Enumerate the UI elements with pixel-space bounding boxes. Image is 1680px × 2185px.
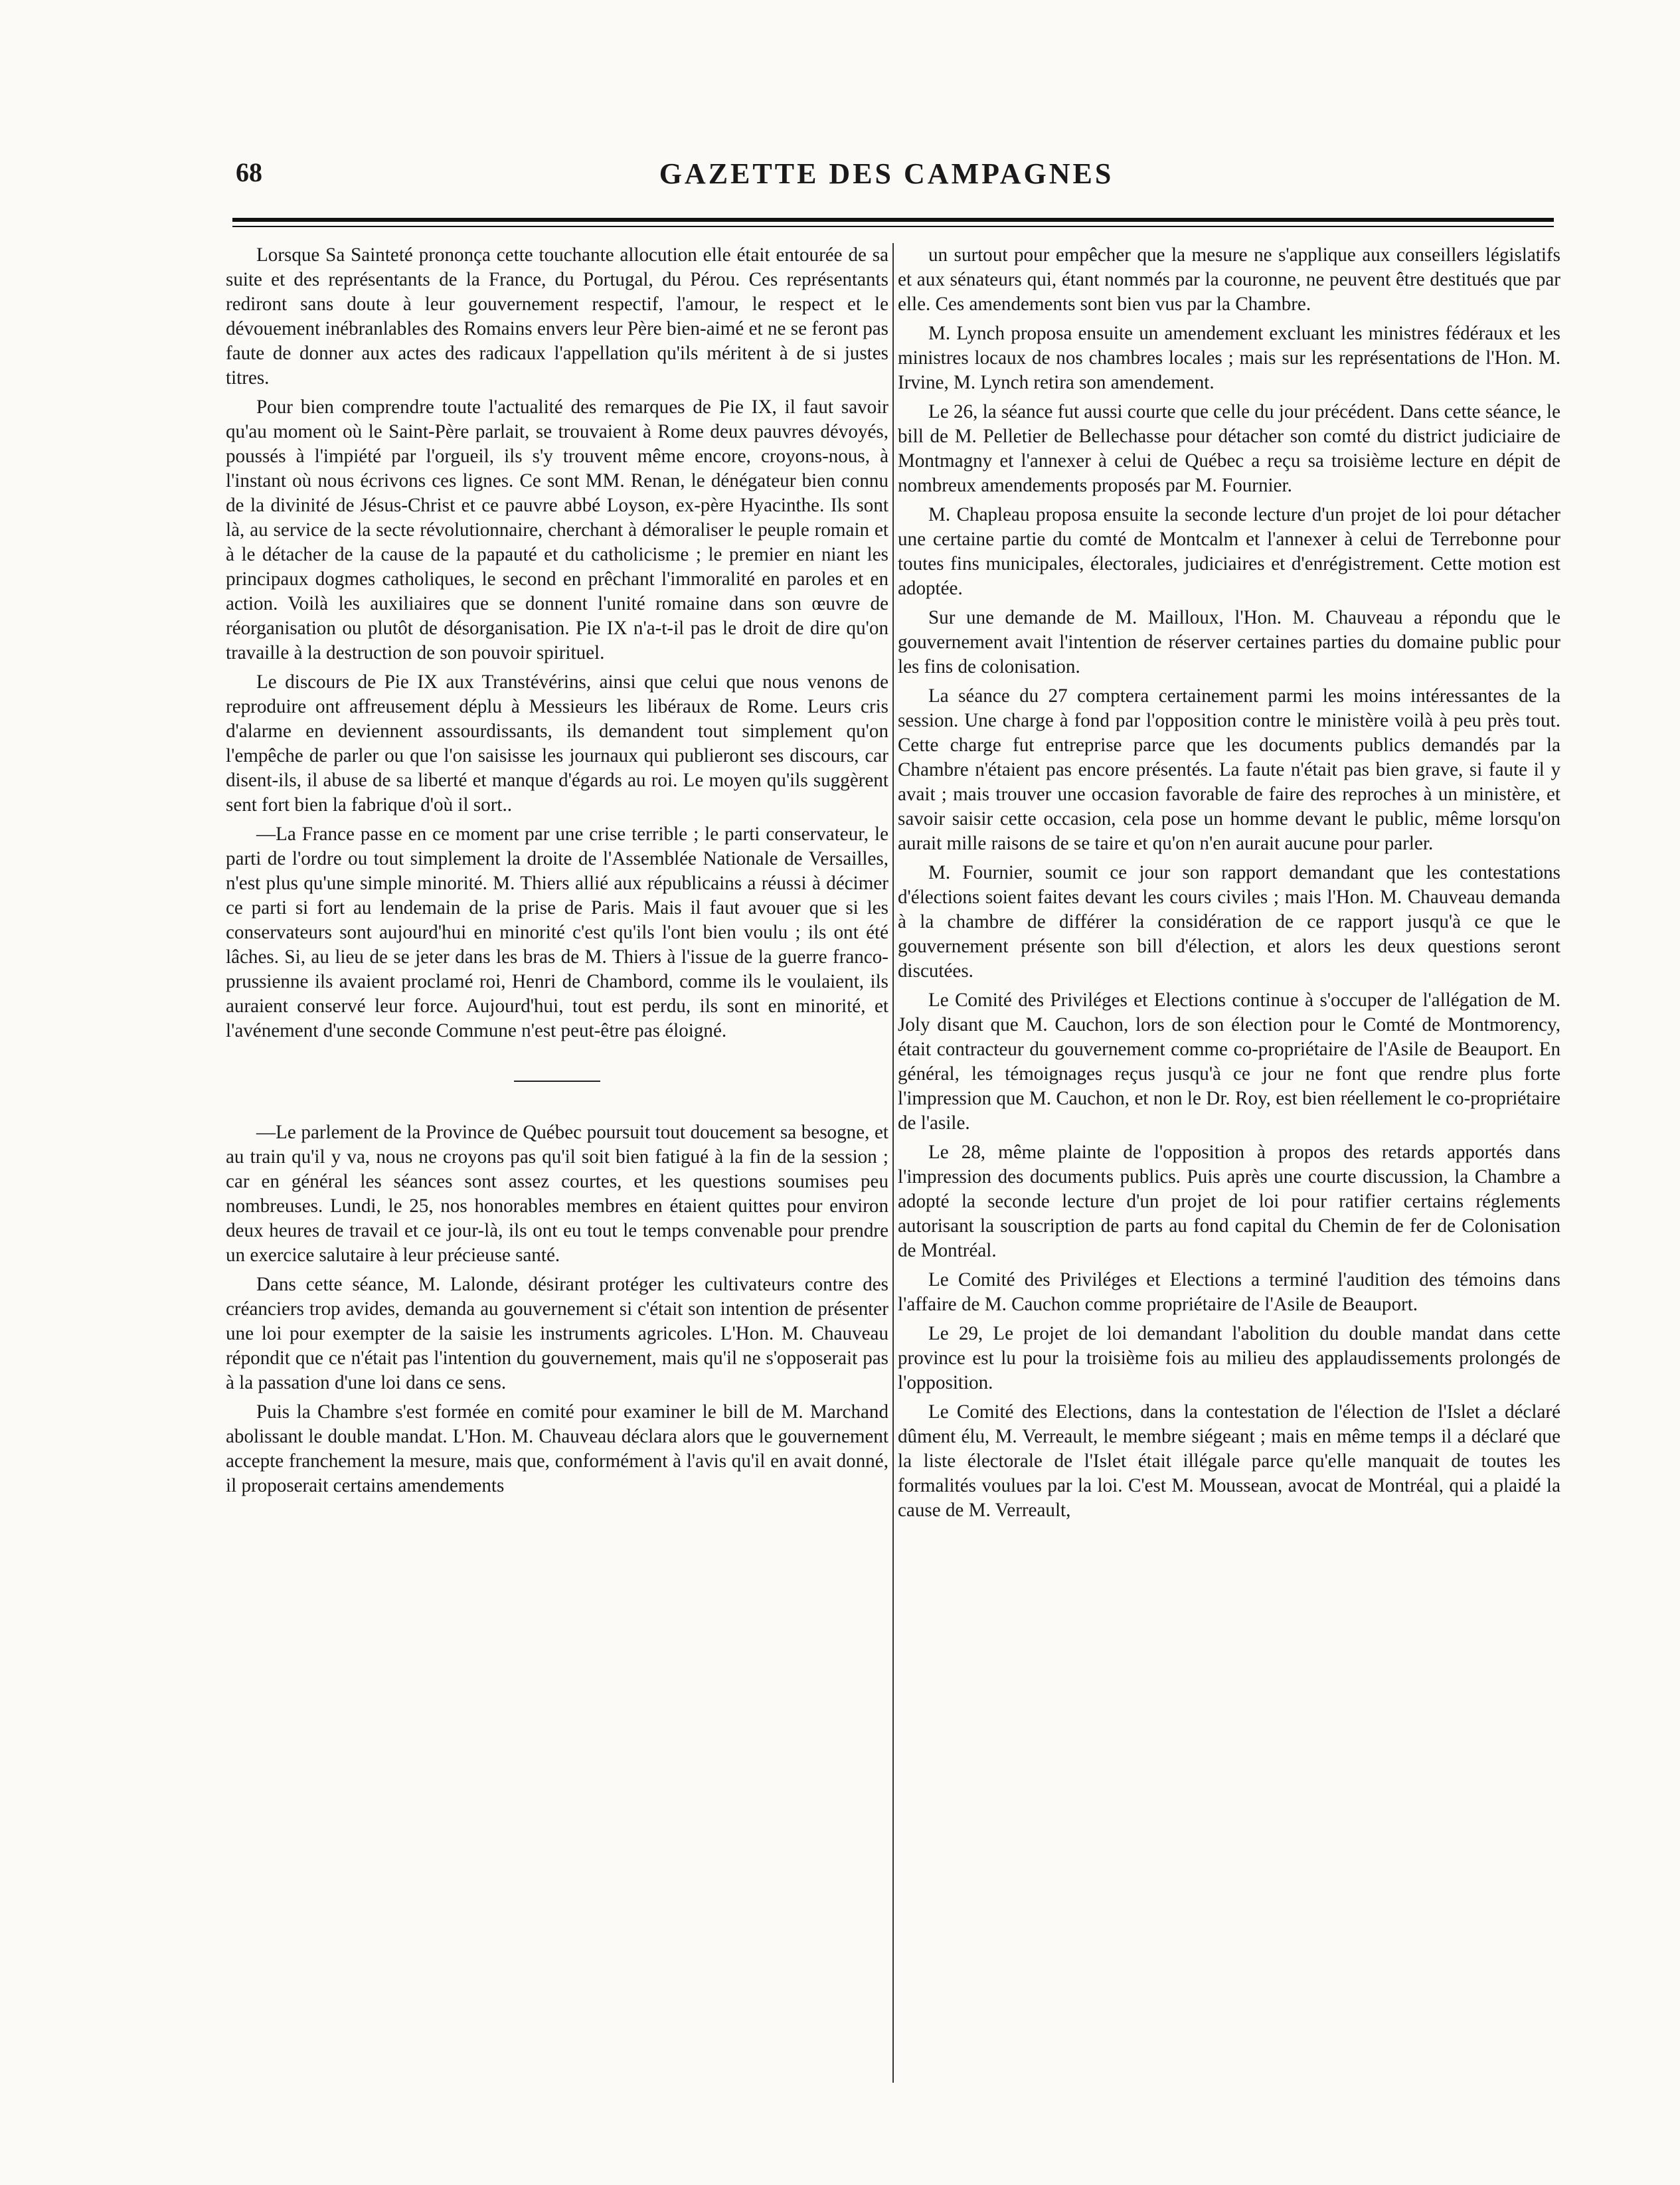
paragraph: Le 28, même plainte de l'opposition à propos des retards apportés dans l'impression des documents publics. Puis après une courte discussion, la Chambre a adopté la seconde lecture d'un projet de loi pour ratifier certains réglements autorisant la souscription de parts au fond capital du Chemin de fer de Colonisation de Montréal.	[898, 1142, 1560, 1261]
paragraph: Le 26, la séance fut aussi courte que celle du jour précédent. Dans cette séance, le bill de M. Pelletier de Bellechasse pour détacher son comté du district judiciaire de Montmagny et l'annexer à celui de Québec a reçu sa troisième lecture en dépit de nombreux amendements proposés par M. Fournier.	[898, 401, 1560, 496]
paragraph: Dans cette séance, M. Lalonde, désirant protéger les cultivateurs contre des créanciers trop avides, demanda au gouvernement si c'était son intention de présenter une loi pour exempter de la saisie les instruments agricoles. L'Hon. M. Chauveau répondit que ce n'était pas l'intention du gouvernement, mais qu'il ne s'opposerait pas à la passation d'une loi dans ce sens.	[226, 1274, 888, 1393]
paragraph: Sur une demande de M. Mailloux, l'Hon. M. Chauveau a répondu que le gouvernement avait l'intention de réserver certaines parties du domaine public pour les fins de colonisation.	[898, 607, 1560, 677]
paragraph: —Le parlement de la Province de Québec poursuit tout doucement sa besogne, et au train qu'il y va, nous ne croyons pas qu'il soit bien fatigué à la fin de la session ; car en général les séances sont assez courtes, et les questions soumises peu nombreuses. Lundi, le 25, nos honorables membres en étaient quittes pour environ deux heures de travail et ce jour-là, ils ont eu tout le temps convenable pour prendre un exercice salutaire à leur précieuse santé.	[226, 1122, 888, 1266]
page-number: 68	[236, 157, 262, 187]
masthead	[219, 157, 1554, 197]
paragraph: un surtout pour empêcher que la mesure ne s'applique aux conseillers législatifs et aux sénateurs qui, étant nommés par la couronne, ne peuvent être destitués que par elle. Ces amendements sont bien vus par la Chambre.	[898, 244, 1560, 315]
column-divider	[892, 243, 894, 2083]
left-column-part-1	[226, 243, 888, 1043]
header-rule-thin	[232, 226, 1554, 227]
paragraph: M. Fournier, soumit ce jour son rapport demandant que les contestations d'élections soient faites devant les cours civiles ; mais l'Hon. M. Chauveau demanda à la chambre de différer la considération de ce rapport jusqu'à ce que le gouvernement présente son bill d'élection, et alors les deux questions seront discutées.	[898, 862, 1560, 982]
left-column	[226, 243, 888, 2083]
running-title: GAZETTE DES CAMPAGNES	[659, 157, 1114, 190]
paragraph: —La France passe en ce moment par une crise terrible ; le parti conservateur, le parti de l'ordre ou tout simplement la droite de l'Assemblée Nationale de Versailles, n'est plus qu'une simple minorité. M. Thiers allié aux républicains a réussi à décimer ce parti si fort au lendemain de la prise de Paris. Mais il faut avouer que si les conservateurs sont aujourd'hui en minorité c'est qu'ils l'ont bien voulu ; ils ont été lâches. Si, au lieu de se jeter dans les bras de M. Thiers à l'issue de la guerre franco-prussienne ils avaient proclamé roi, Henri de Chambord, comme ils le voulaient, ils auraient conservé leur force. Aujourd'hui, tout est perdu, ils sont en minorité, et l'avénement d'une seconde Commune n'est peut-être pas éloigné.	[226, 824, 888, 1041]
paragraph: Pour bien comprendre toute l'actualité des remarques de Pie IX, il faut savoir qu'au moment où le Saint-Père parlait, se trouvaient à Rome deux pauvres dévoyés, poussés à l'impiété par l'orgueil, ils s'y trouvent même encore, croyons-nous, à l'instant où nous écrivons ces lignes. Ce sont MM. Renan, le dénégateur bien connu de la divinité de Jésus-Christ et ce pauvre abbé Loyson, ex-père Hyacinthe. Ils sont là, au service de la secte révolutionnaire, cherchant à démoraliser le peuple romain et à le détacher de la cause de la papauté et du catholicisme ; le premier en niant les principaux dogmes catholiques, le second en prêchant l'immoralité en paroles et en action. Voilà les auxiliaires que se donnent l'unité romaine dans son œuvre de réorganisation ou plutôt de désorganisation. Pie IX n'a-t-il pas le droit de dire qu'on travaille à la destruction de son pouvoir spirituel.	[226, 396, 888, 663]
paragraph: Le Comité des Priviléges et Elections continue à s'occuper de l'allégation de M. Joly disant que M. Cauchon, lors de son élection pour le Comté de Montmorency, était contracteur du gouvernement comme co-propriétaire de l'Asile de Beauport. En général, les témoignages reçus jusqu'à ce jour ne font que rendre plus forte l'impression que M. Cauchon, et non le Dr. Roy, est bien réellement le co-propriétaire de l'asile.	[898, 990, 1560, 1134]
paragraph: M. Lynch proposa ensuite un amendement excluant les ministres fédéraux et les ministres locaux de nos chambres locales ; mais sur les représentations de l'Hon. M. Irvine, M. Lynch retira son amendement.	[898, 323, 1560, 393]
paragraph: Le 29, Le projet de loi demandant l'abolition du double mandat dans cette province est lu pour la troisième fois au milieu des applaudissements prolongés de l'opposition.	[898, 1323, 1560, 1393]
paragraph: Le Comité des Elections, dans la contestation de l'élection de l'Islet a déclaré dûment élu, M. Verreault, le membre siégeant ; mais en même temps il a déclaré que la liste électorale de l'Islet était illégale parce qu'elle manquait de toutes les formalités voulues par la loi. C'est M. Moussean, avocat de Montréal, qui a plaidé la cause de M. Verreault,	[898, 1401, 1560, 1521]
header-rule-thick	[232, 218, 1554, 222]
right-column	[898, 243, 1560, 2083]
right-column-body	[898, 243, 1560, 1523]
paragraph: Le discours de Pie IX aux Transtévérins, ainsi que celui que nous venons de reproduire ont affreusement déplu à Messieurs les libéraux de Rome. Leurs cris d'alarme en deviennent assourdissants, ils demandent tout simplement qu'on l'empêche de parler ou que l'on saisisse les journaux qui publieront ses discours, car disent-ils, il abuse de sa liberté et manque d'égards au roi. Le moyen qu'ils suggèrent sent fort bien la fabrique d'où il sort..	[226, 671, 888, 816]
paragraph: Puis la Chambre s'est formée en comité pour examiner le bill de M. Marchand abolissant le double mandat. L'Hon. M. Chauveau déclara alors que le gouvernement accepte franchement la mesure, mais que, conformément à l'avis qu'il en avait donné, il proposerait certains amendements	[226, 1401, 888, 1496]
section-separator	[514, 1081, 600, 1082]
paragraph: Le Comité des Priviléges et Elections a terminé l'audition des témoins dans l'affaire de M. Cauchon comme propriétaire de l'Asile de Beauport.	[898, 1269, 1560, 1315]
paragraph: M. Chapleau proposa ensuite la seconde lecture d'un projet de loi pour détacher une certaine partie du comté de Montcalm et l'annexer à celui de Terrebonne pour toutes fins municipales, électorales, judiciaires et d'enrégistrement. Cette motion est adoptée.	[898, 504, 1560, 599]
paragraph: La séance du 27 comptera certainement parmi les moins intéressantes de la session. Une charge à fond par l'opposition contre le ministère voilà à peu près tout. Cette charge fut entreprise parce que les documents publics demandés par la Chambre n'étaient pas encore présentés. La faute n'était pas bien grave, si faute il y avait ; mais trouver une occasion favorable de faire des reproches à un ministère, et savoir saisir cette occasion, cela pose un homme devant le public, même lorsqu'on aurait mille raisons de se taire et qu'on n'en aurait aucune pour parler.	[898, 685, 1560, 854]
paragraph: Lorsque Sa Sainteté prononça cette touchante allocution elle était entourée de sa suite et des représentants de la France, du Portugal, du Pérou. Ces représentants rediront sans doute à leur gouvernement respectif, l'amour, le respect et le dévouement inébranlables des Romains envers leur Père bien-aimé et ne se feront pas faute de donner aux actes des radicaux l'appellation qu'ils méritent à de si justes titres.	[226, 244, 888, 389]
left-column-part-2	[226, 1120, 888, 1498]
